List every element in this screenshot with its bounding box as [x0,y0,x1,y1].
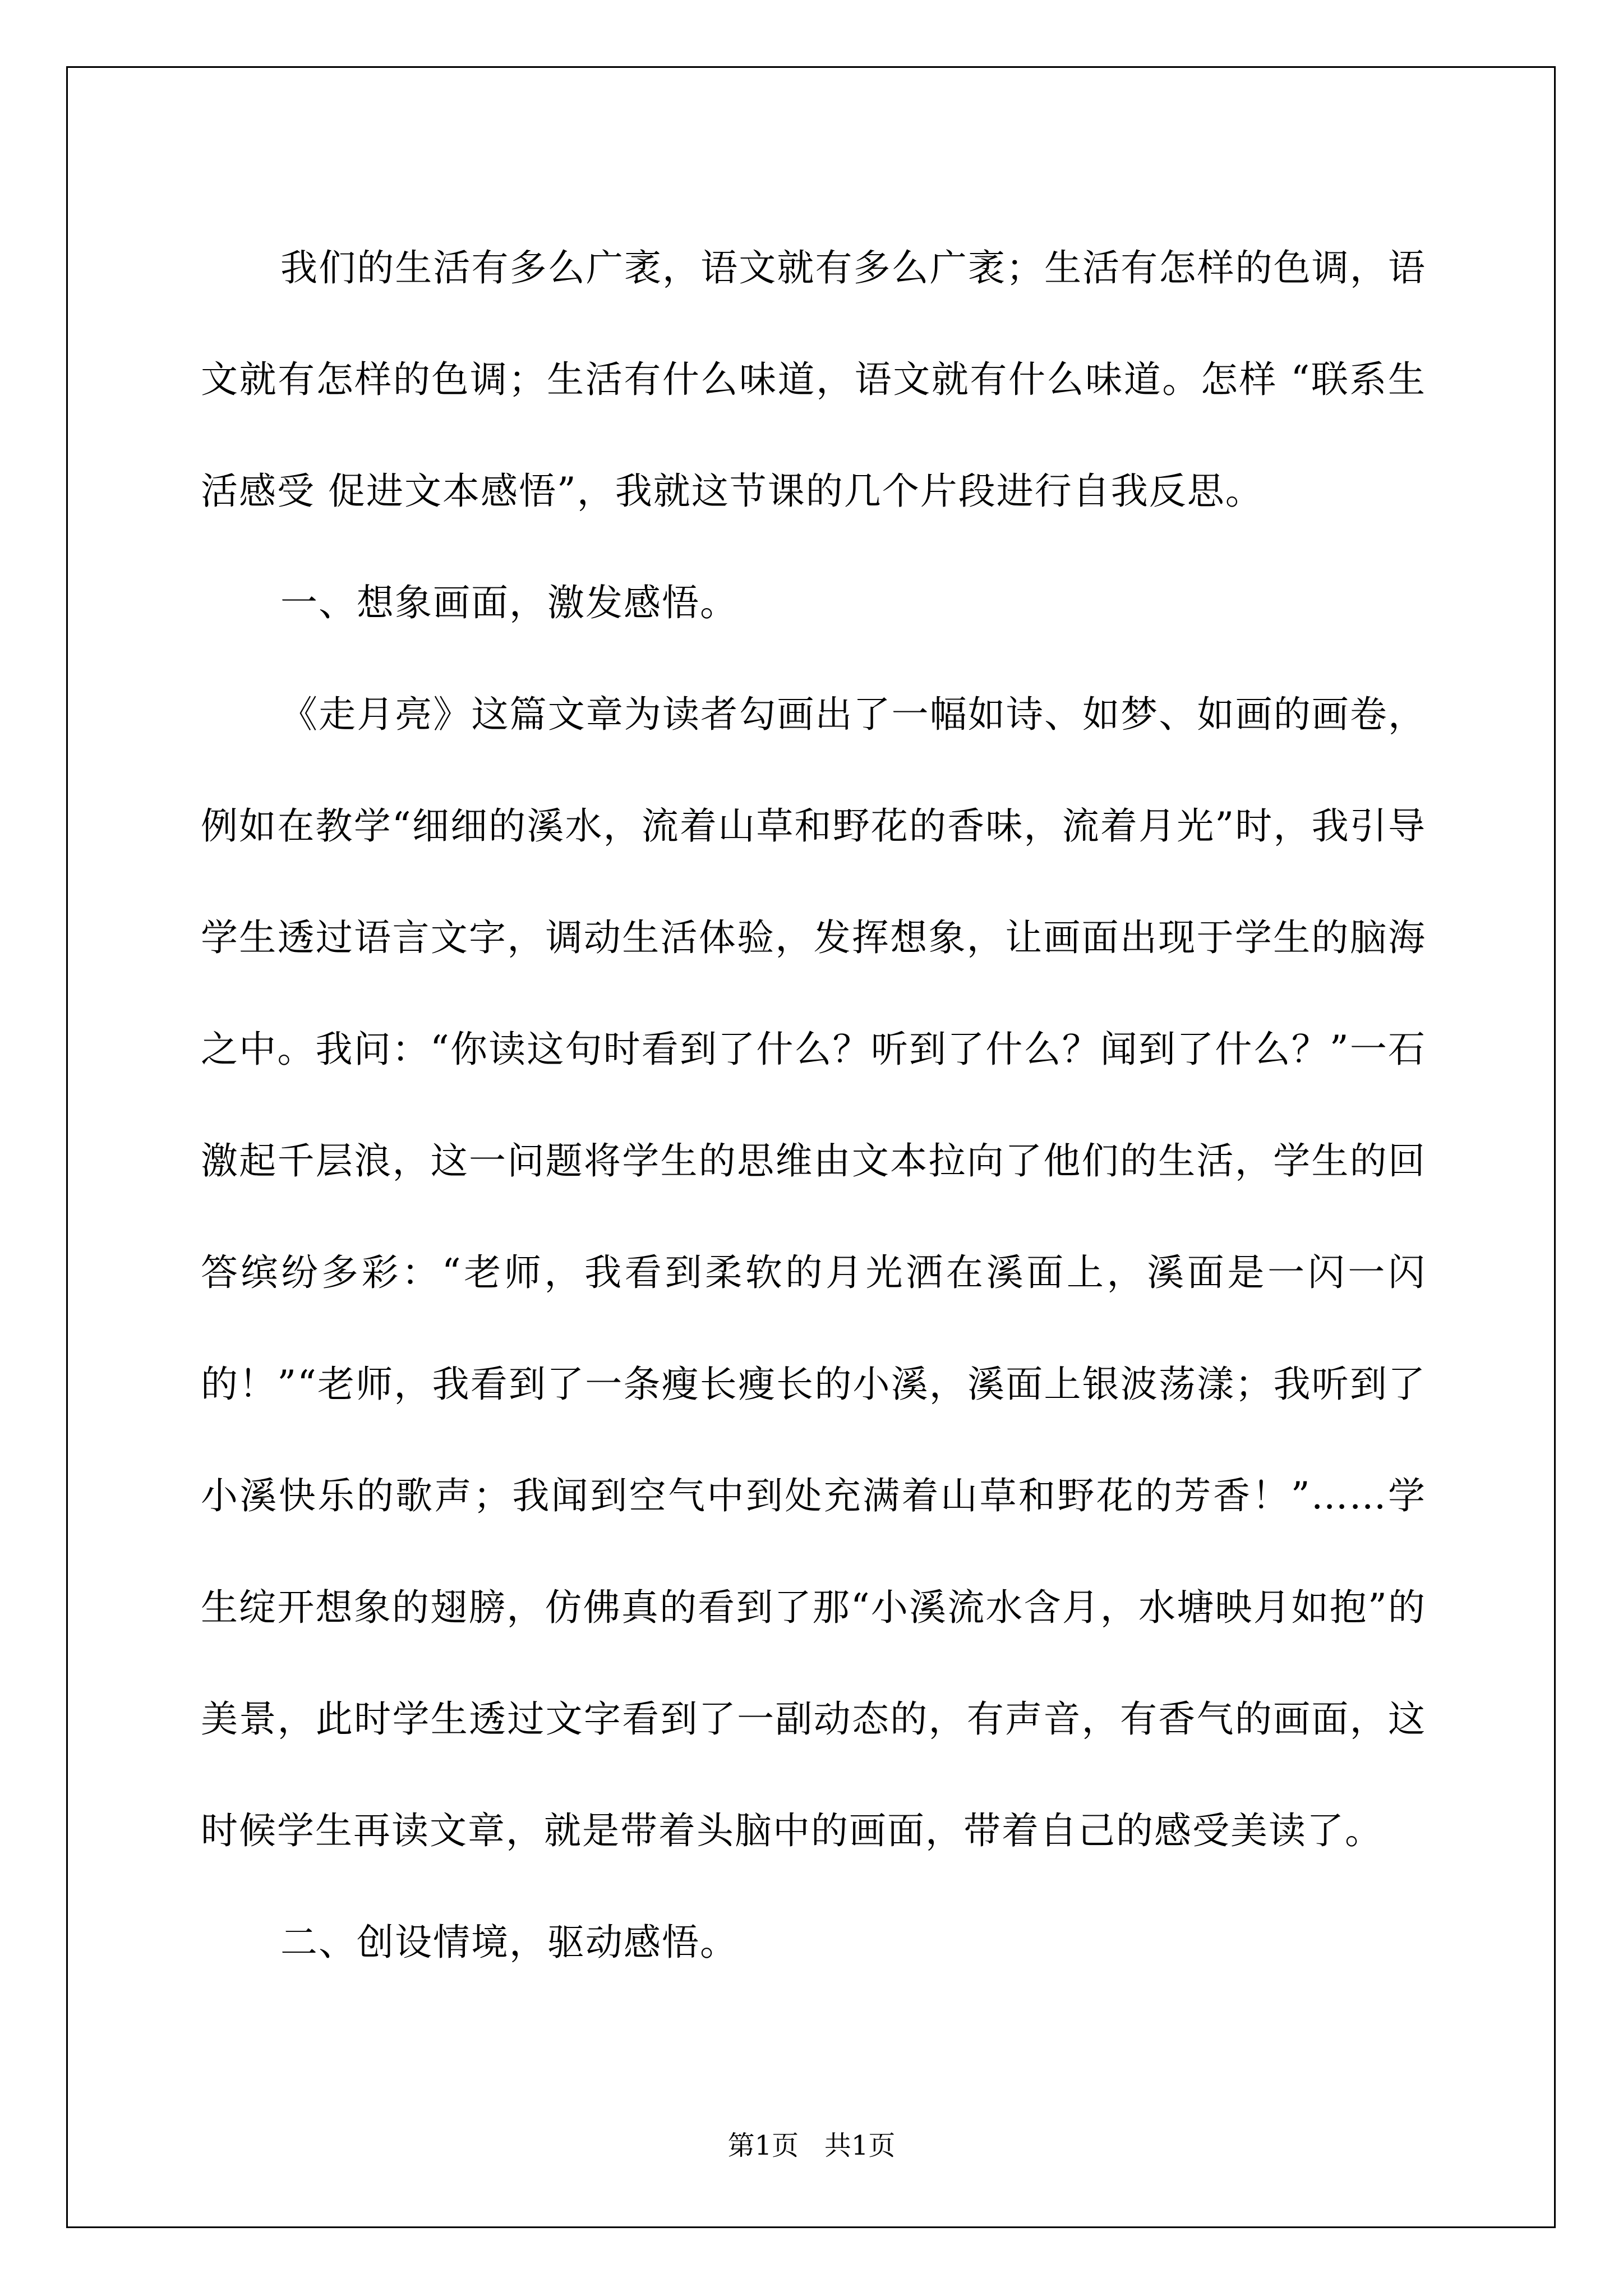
section-heading-2: 二、创设情境，驱动感悟。 [280,1921,738,1964]
paragraph-section-1: 《走月亮》这篇文章为读者勾画出了一幅如诗、如梦、如画的画卷，例如在教学“细细的溪水，流着山草和野花的香味，流着月光”时，我引导学生透过语言文字，调动生活体验，发挥想象，让画面出现于学生的脑海之中。我问：“你读这句时看到了什么？听到了什么？闻到了什么？”一石激起千层浪，这一问题将学生的思维由文本拉向了他们的生活，学生的回答缤纷多彩：“老师，我看到柔软的月光洒在溪面上，溪面是一闪一闪的！”“老师，我看到了一条瘦长瘦长的小溪，溪面上银波荡漾；我听到了小溪快乐的歌声；我闻到空气中到处充满着山草和野花的芳香！”……学生绽开想象的翅膀，仿佛真的看到了那“小溪流水含月，水塘映月如抱”的美景，此时学生透过文字看到了一副动态的，有声音，有香气的画面，这时候学生再读文章，就是带着头脑中的画面，带着自己的感受美读了。 [201,693,1426,1852]
paragraph-intro: 我们的生活有多么广袤，语文就有多么广袤；生活有怎样的色调，语文就有怎样的色调；生活有什么味道，语文就有什么味道。怎样 “联系生活感受 促进文本感悟”，我就这节课的几个片段进行自我反思。 [201,246,1426,513]
section-heading-1: 一、想象画面，激发感悟。 [280,581,738,624]
document-body [201,212,1426,1998]
page-footer: 第1页 共1页 [727,2130,896,2161]
